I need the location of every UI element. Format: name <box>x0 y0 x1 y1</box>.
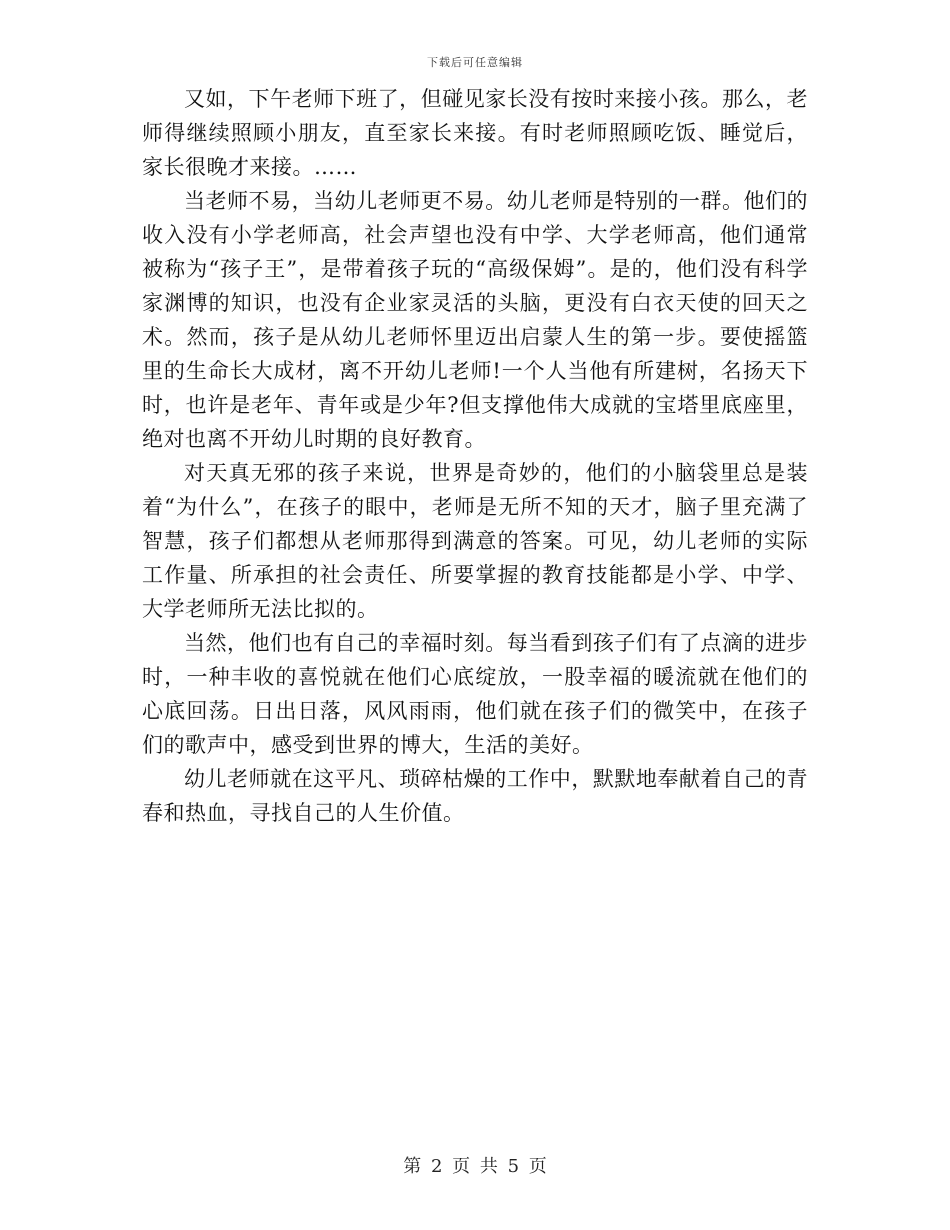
paragraph-4: 当然，他们也有自己的幸福时刻。每当看到孩子们有了点滴的进步时，一种丰收的喜悦就在他们心底绽放，一股幸福的暖流就在他们的心底回荡。日出日落，风风雨雨，他们就在孩子们的微笑中，在孩子们的歌声中，感受到世界的博大，生活的美好。 <box>142 631 808 757</box>
document-body <box>142 82 808 830</box>
header-note: 下载后可任意编辑 <box>427 56 523 69</box>
paragraph-2: 当老师不易，当幼儿老师更不易。幼儿老师是特别的一群。他们的收入没有小学老师高，社会声望也没有中学、大学老师高，他们通常被称为“孩子王”，是带着孩子玩的“高级保姆”。是的，他们没有科学家渊博的知识，也没有企业家灵活的头脑，更没有白衣天使的回天之术。然而，孩子是从幼儿老师怀里迈出启蒙人生的第一步。要使摇篮里的生命长大成材，离不开幼儿老师!一个人当他有所建树，名扬天下时，也许是老年、青年或是少年?但支撑他伟大成就的宝塔里底座里，绝对也离不开幼儿时期的良好教育。 <box>142 189 808 451</box>
paragraph-5: 幼儿老师就在这平凡、琐碎枯燥的工作中，默默地奉献着自己的青春和热血，寻找自己的人生价值。 <box>142 767 808 825</box>
paragraph-1: 又如，下午老师下班了，但碰见家长没有按时来接小孩。那么，老师得继续照顾小朋友，直至家长来接。有时老师照顾吃饭、睡觉后，家长很晚才来接。…… <box>142 87 808 179</box>
page-number: 第 2 页 共 5 页 <box>403 1156 547 1177</box>
paragraph-3: 对天真无邪的孩子来说，世界是奇妙的，他们的小脑袋里总是装着“为什么”，在孩子的眼中，老师是无所不知的天才，脑子里充满了智慧，孩子们都想从老师那得到满意的答案。可见，幼儿老师的实际工作量、所承担的社会责任、所要掌握的教育技能都是小学、中学、大学老师所无法比拟的。 <box>142 461 808 621</box>
